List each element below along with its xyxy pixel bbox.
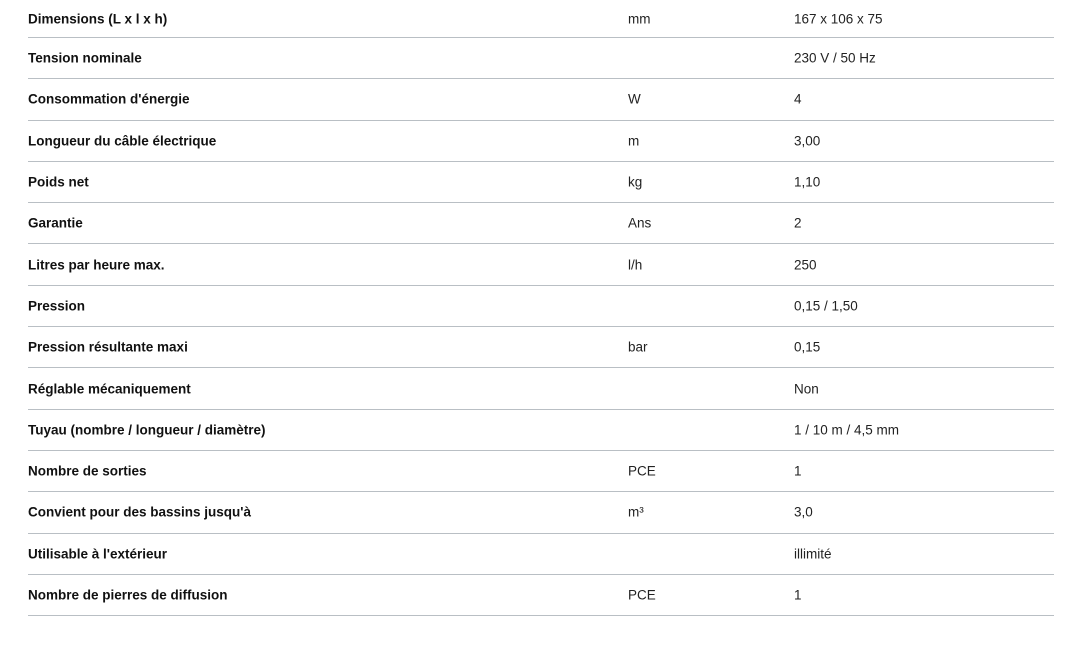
spec-value: 1 (794, 463, 802, 479)
spec-value: 3,0 (794, 504, 813, 520)
table-row (28, 575, 1054, 616)
spec-label: Longueur du câble électrique (28, 133, 217, 149)
spec-value: 230 V / 50 Hz (794, 50, 876, 66)
spec-value: 0,15 / 1,50 (794, 298, 858, 314)
spec-label: Pression (28, 298, 86, 314)
spec-value: 1 (794, 587, 802, 603)
table-row (28, 327, 1054, 368)
spec-label: Nombre de sorties (28, 463, 147, 479)
table-row (28, 244, 1054, 285)
spec-value: 4 (794, 91, 802, 107)
table-row (28, 121, 1054, 162)
table-row (28, 79, 1054, 120)
spec-label: Nombre de pierres de diffusion (28, 587, 228, 603)
spec-label: Litres par heure max. (28, 257, 165, 273)
table-row (28, 203, 1054, 244)
spec-label: Garantie (28, 215, 83, 231)
table-row (28, 286, 1054, 327)
table-row (28, 38, 1054, 79)
spec-unit: PCE (628, 463, 656, 479)
spec-value: illimité (794, 546, 832, 562)
spec-label: Convient pour des bassins jusqu'à (28, 504, 252, 520)
spec-unit: bar (628, 339, 648, 355)
spec-unit: PCE (628, 587, 656, 603)
table-row (28, 534, 1054, 575)
spec-unit: kg (628, 174, 643, 190)
spec-value: 1 / 10 m / 4,5 mm (794, 422, 900, 438)
spec-unit: l/h (628, 257, 643, 273)
spec-unit: W (628, 91, 641, 107)
spec-value: 2 (794, 215, 802, 231)
table-row (28, 162, 1054, 203)
spec-label: Pression résultante maxi (28, 339, 188, 355)
spec-label: Réglable mécaniquement (28, 381, 191, 397)
spec-label: Poids net (28, 174, 89, 190)
spec-label: Dimensions (L x l x h) (28, 11, 168, 26)
table-row (28, 0, 1054, 38)
table-row (28, 368, 1054, 409)
spec-value: 3,00 (794, 133, 821, 149)
spec-unit: m (628, 133, 640, 149)
spec-unit: Ans (628, 215, 652, 231)
table-row (28, 451, 1054, 492)
spec-value: Non (794, 381, 819, 397)
spec-label: Consommation d'énergie (28, 91, 190, 107)
spec-label: Utilisable à l'extérieur (28, 546, 168, 562)
spec-unit: mm (628, 11, 651, 26)
spec-label: Tuyau (nombre / longueur / diamètre) (28, 422, 266, 438)
table-row (28, 492, 1054, 533)
spec-value: 250 (794, 257, 817, 273)
table-row (28, 410, 1054, 451)
spec-value: 0,15 (794, 339, 821, 355)
spec-value: 1,10 (794, 174, 821, 190)
spec-table (28, 0, 1054, 616)
spec-unit: m³ (628, 504, 644, 520)
spec-value: 167 x 106 x 75 (794, 11, 883, 26)
spec-label: Tension nominale (28, 50, 142, 66)
